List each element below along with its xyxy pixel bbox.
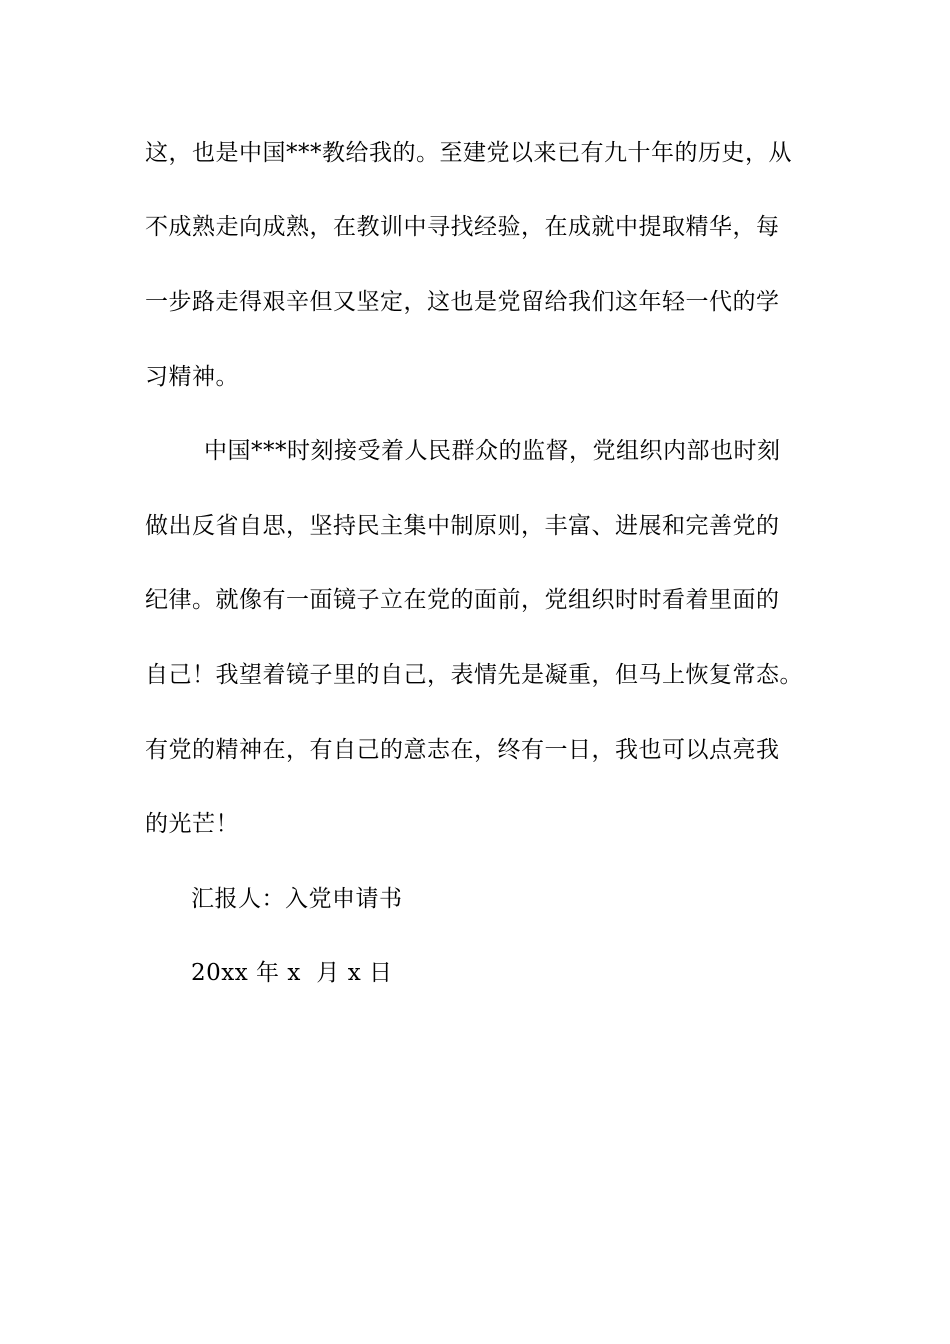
paragraph-1-line-1: 这，也是中国***教给我的。至建党以来已有九十年的历史，从 xyxy=(145,140,792,166)
paragraph-2-line-5: 有党的精神在，有自己的意志在，终有一日，我也可以点亮我 xyxy=(145,737,780,763)
paragraph-2-line-1: 中国***时刻接受着人民群众的监督，党组织内部也时刻 xyxy=(204,438,781,464)
reporter-signature: 汇报人：入党申请书 xyxy=(191,886,403,912)
paragraph-1-line-2: 不成熟走向成熟，在教训中寻找经验，在成就中提取精华，每 xyxy=(145,214,780,240)
report-date: 20xx 年 x 月 x 日 xyxy=(191,960,393,986)
paragraph-1-line-3: 一步路走得艰辛但又坚定，这也是党留给我们这年轻一代的学 xyxy=(145,289,780,315)
paragraph-1-line-4: 习精神。 xyxy=(145,364,239,390)
paragraph-2-line-4: 自己！我望着镜子里的自己，表情先是凝重，但马上恢复常态。 xyxy=(145,662,803,688)
paragraph-2-line-2: 做出反省自思，坚持民主集中制原则，丰富、进展和完善党的 xyxy=(145,513,780,539)
paragraph-2-line-3: 纪律。就像有一面镜子立在党的面前，党组织时时看着里面的 xyxy=(145,587,780,613)
paragraph-2-line-6: 的光芒！ xyxy=(145,811,239,837)
